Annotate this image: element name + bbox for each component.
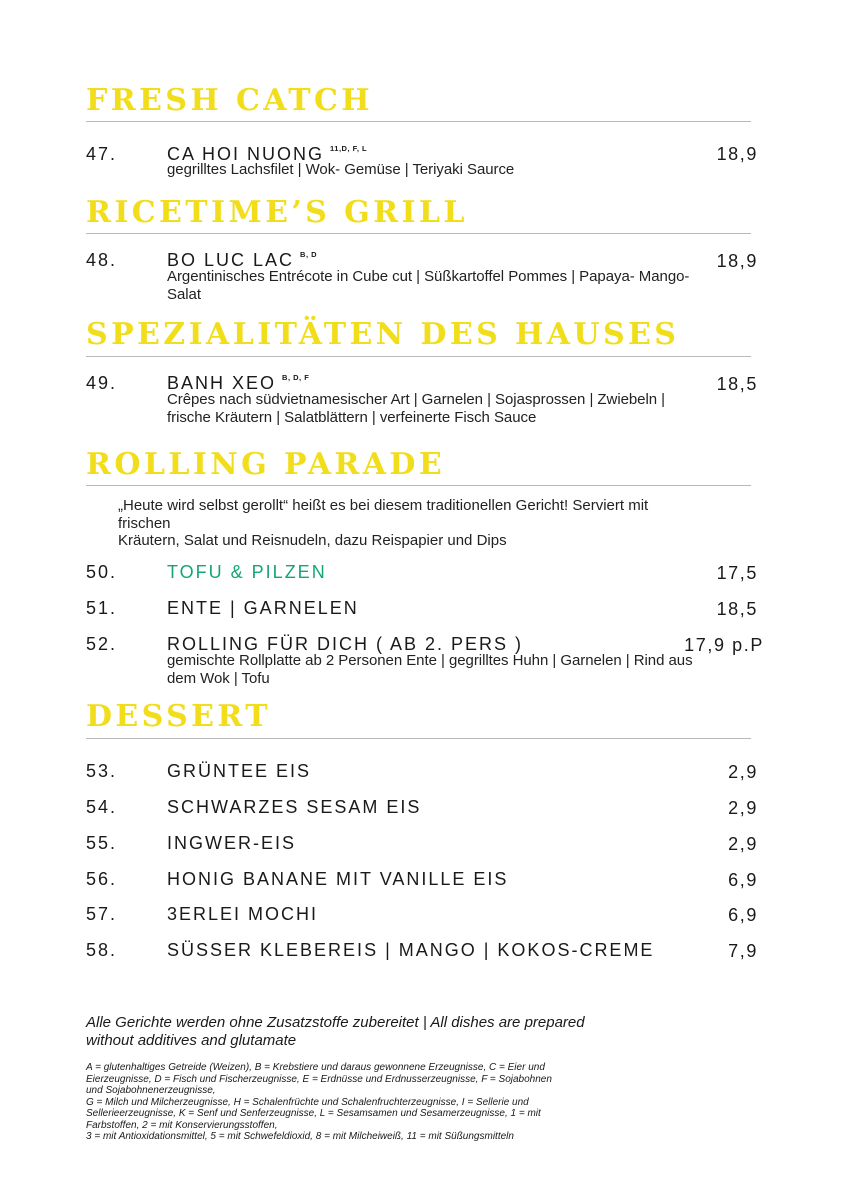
item-price: 7,9 xyxy=(728,941,758,961)
item-name: ROLLING FÜR DICH ( AB 2. PERS ) xyxy=(167,634,524,654)
item-price: 6,9 xyxy=(728,870,758,890)
allergen-codes: B, D xyxy=(300,250,318,259)
item-description: Argentinisches Entrécote in Cube cut | Süßkartoffel Pommes | Papaya- Mango- Salat xyxy=(167,268,690,303)
item-price: 18,5 xyxy=(716,599,758,619)
item-number: 53. xyxy=(86,761,118,781)
section-title-dessert: DESSERT xyxy=(86,699,271,734)
item-price: 17,9 p.P xyxy=(684,635,764,655)
item-name: BO LUC LAC $^{B, D}$ xyxy=(167,250,318,270)
item-number: 56. xyxy=(86,869,118,889)
item-number: 52. xyxy=(86,634,118,654)
item-description: gegrilltes Lachsfilet | Wok- Gemüse | Teriyaki Saurce xyxy=(167,161,515,178)
item-price: 18,9 xyxy=(716,251,758,271)
item-description: gemischte Rollplatte ab 2 Personen Ente | gegrilltes Huhn | Garnelen | Rind aus dem Wok | Tofu xyxy=(167,652,693,687)
section-title-spezialitaeten: SPEZIALITÄTEN DES HAUSES xyxy=(86,317,680,352)
allergen-codes: 11,D, F, L xyxy=(330,144,368,153)
item-number: 57. xyxy=(86,904,118,924)
section-divider xyxy=(86,356,751,357)
allergen-legend: A = glutenhaltiges Getreide (Weizen), B = Krebstiere und daraus gewonnene Erzeugnisse, C = Eier und Eierzeugnisse, D = Fisch und Fischerzeugnisse, E = Erdnüsse und Erdnusserzeugnisse, F = Sojabohnen und Sojabohnenerzeugnisse, G = Milch und Milcherzeugnisse, H = Schalenfrüchte und Schalenfruchterzeugnisse, I = Sellerie und Sellerieerzeugnisse, K = Senf und Senferzeugnisse, L = Sesamsamen und Sesamerzeugnisse, 1 = mit Farbstoffen, 2 = mit Konservierungsstoffen, 3 = mit Antioxidationsmittel, 5 = mit Schwefeldioxid, 8 = mit Milcheiweiß, 11 = mit Süßungsmitteln xyxy=(86,1062,552,1142)
item-price: 17,5 xyxy=(716,563,758,583)
section-divider xyxy=(86,485,751,486)
allergen-codes: B, D, F xyxy=(282,373,310,382)
item-name: 3ERLEI MOCHI xyxy=(167,904,319,924)
item-name: ENTE | GARNELEN xyxy=(167,598,359,618)
item-name: INGWER-EIS xyxy=(167,833,297,853)
section-title-fresh-catch: FRESH CATCH xyxy=(86,83,374,118)
item-number: 47. xyxy=(86,144,118,164)
item-name: BANH XEO $^{B, D, F}$ xyxy=(167,373,310,393)
item-name: GRÜNTEE EIS xyxy=(167,761,312,781)
item-number: 51. xyxy=(86,598,118,618)
additives-note: Alle Gerichte werden ohne Zusatzstoffe zubereitet | All dishes are prepared without additives and glutamate xyxy=(86,1014,585,1049)
item-price: 6,9 xyxy=(728,905,758,925)
item-name: HONIG BANANE MIT VANILLE EIS xyxy=(167,869,509,889)
item-price: 18,5 xyxy=(716,374,758,394)
item-price: 2,9 xyxy=(728,798,758,818)
item-name: SCHWARZES SESAM EIS xyxy=(167,797,422,817)
item-number: 58. xyxy=(86,940,118,960)
section-divider xyxy=(86,121,751,122)
item-number: 50. xyxy=(86,562,118,582)
item-price: 2,9 xyxy=(728,762,758,782)
section-title-rolling-parade: ROLLING PARADE xyxy=(86,447,446,482)
section-divider xyxy=(86,738,751,739)
item-name: TOFU & PILZEN xyxy=(167,562,327,582)
section-intro-text: „Heute wird selbst gerollt“ heißt es bei diesem traditionellen Gericht! Serviert mit frischen Kräutern, Salat und Reisnudeln, dazu Reispapier und Dips xyxy=(118,497,649,549)
item-price: 2,9 xyxy=(728,834,758,854)
item-price: 18,9 xyxy=(716,144,758,164)
item-number: 54. xyxy=(86,797,118,817)
item-description: Crêpes nach südvietnamesischer Art | Garnelen | Sojasprossen | Zwiebeln | frische Kräutern | Salatblättern | verfeinerte Fisch Sauce xyxy=(167,391,666,426)
section-divider xyxy=(86,233,751,234)
item-name: CA HOI NUONG $^{11,D, F, L}$ xyxy=(167,144,368,164)
item-number: 55. xyxy=(86,833,118,853)
item-number: 48. xyxy=(86,250,118,270)
item-number: 49. xyxy=(86,373,118,393)
section-title-ricetimes-grill: RICETIME’S GRILL xyxy=(86,195,468,230)
item-name: SÜSSER KLEBEREIS | MANGO | KOKOS-CREME xyxy=(167,940,655,960)
